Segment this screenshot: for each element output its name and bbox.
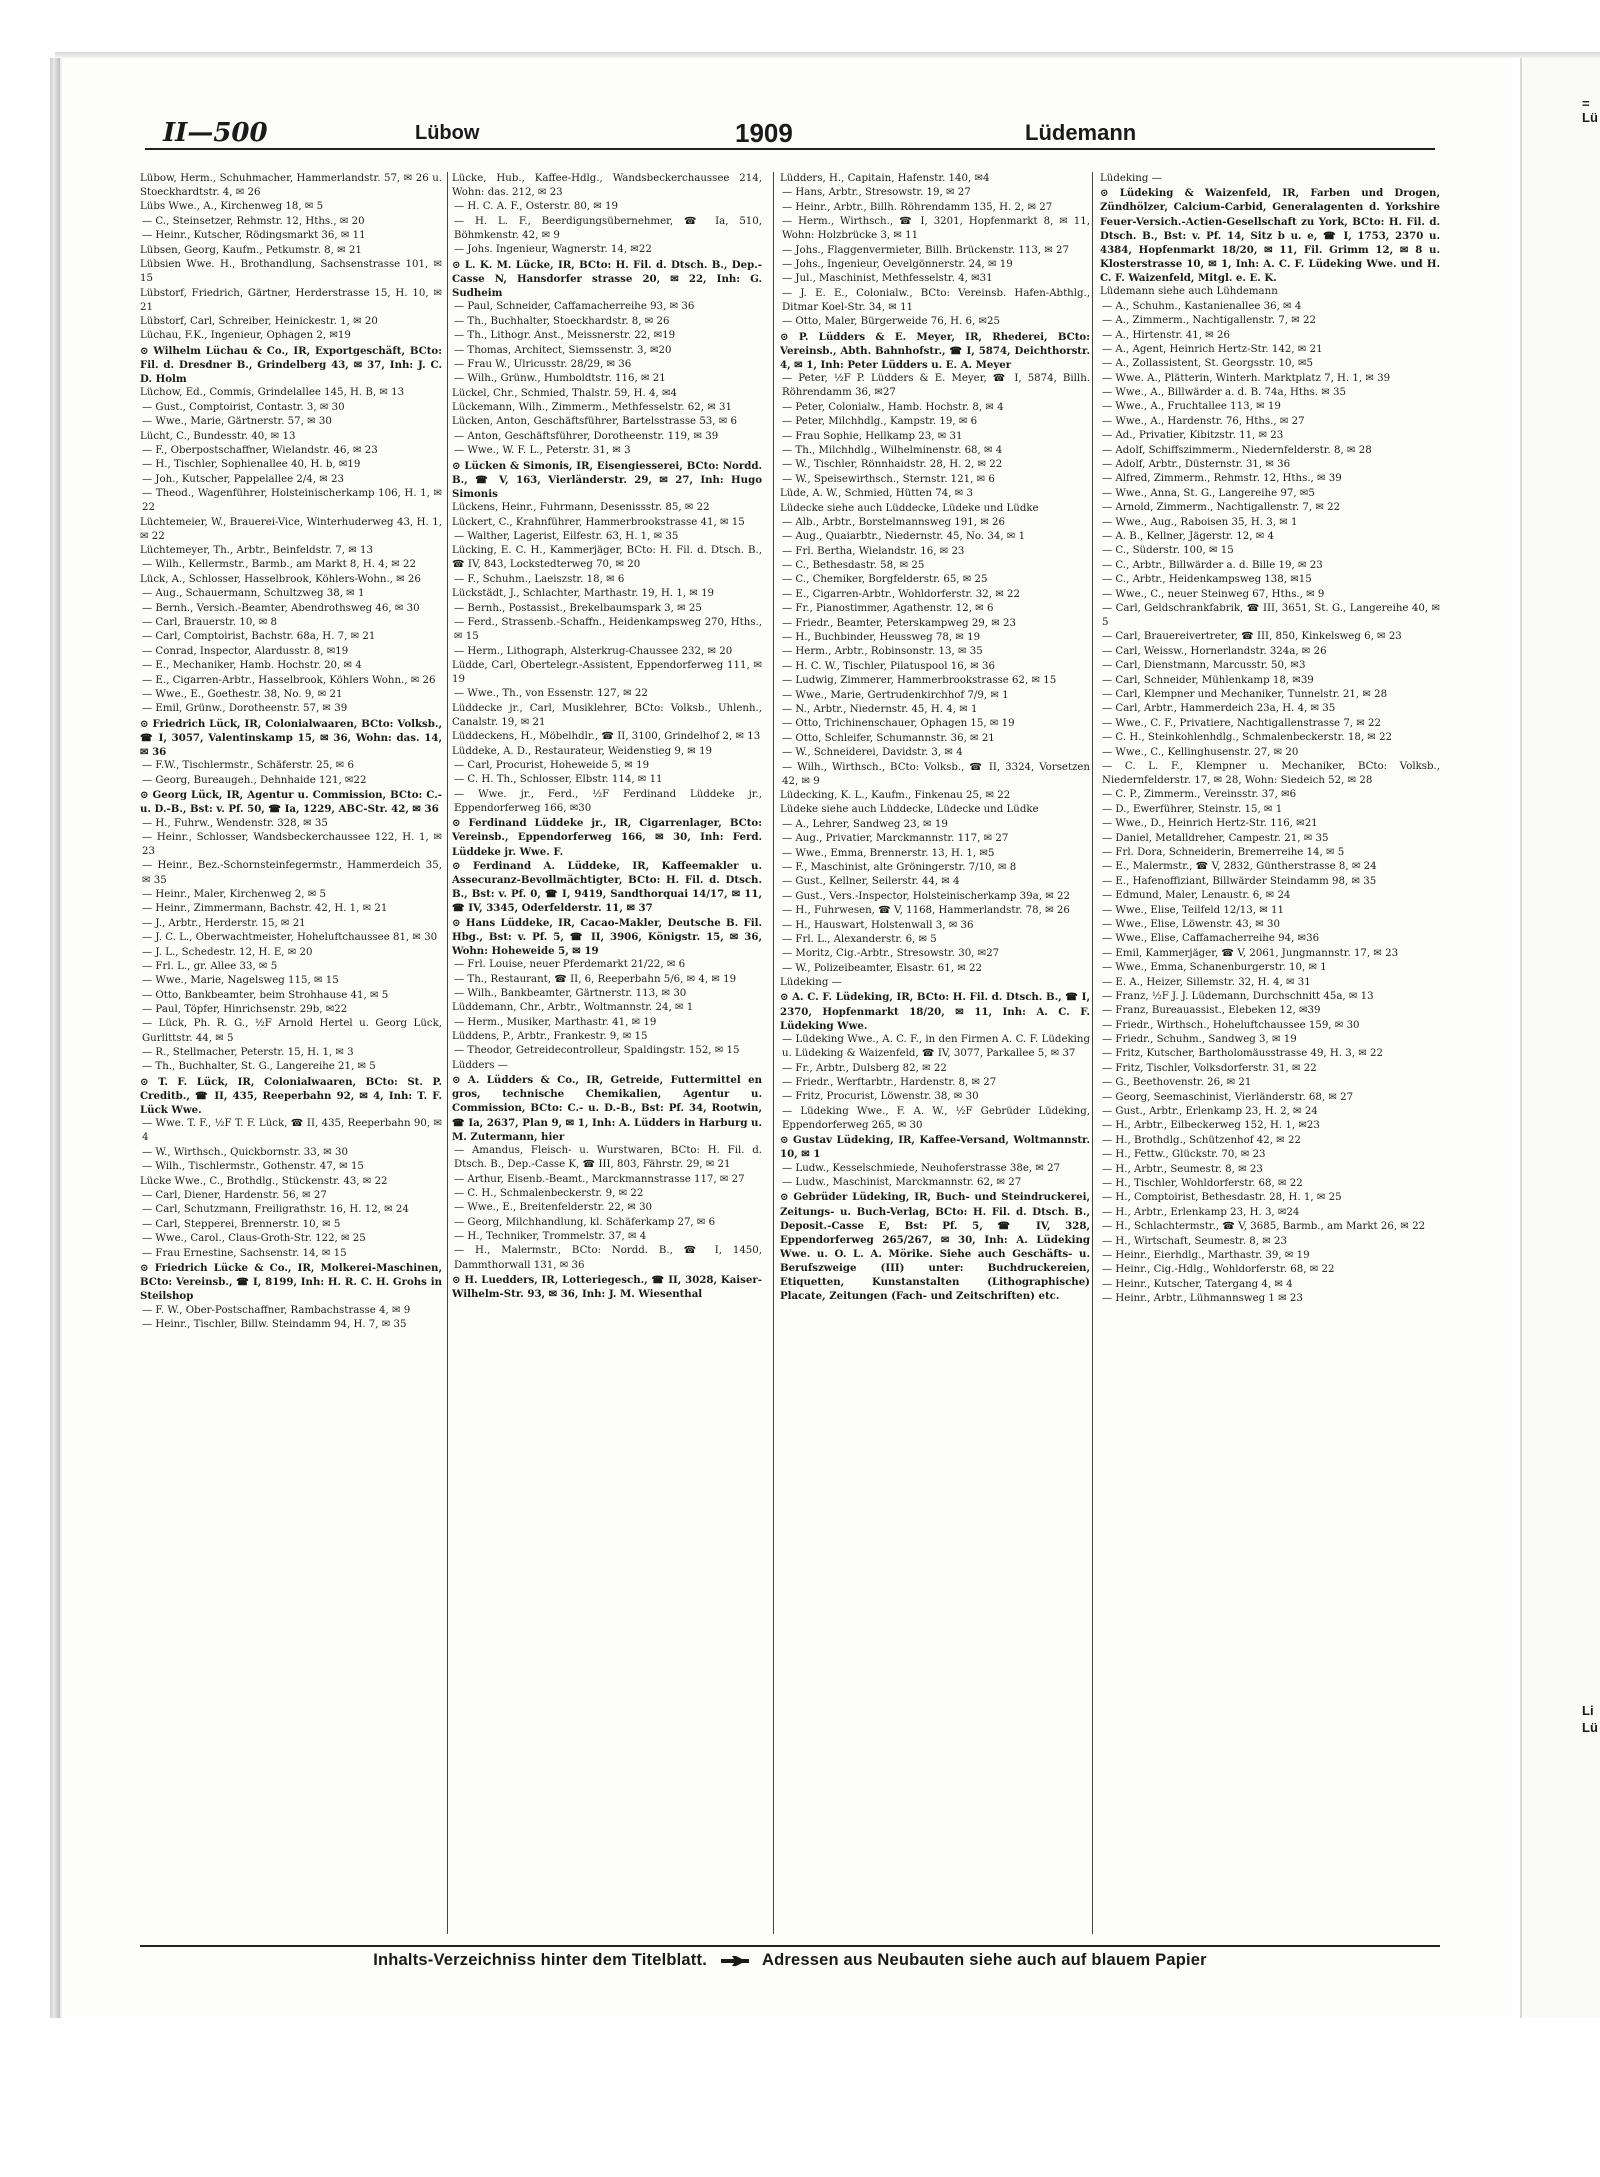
directory-entry: — E., Cigarren-Arbtr., Hasselbrook, Köhlers Wohn., ✉ 26 bbox=[142, 674, 436, 686]
directory-entry: — Peter, ½F P. Lüdders & E. Meyer, ☎ I, 5874, Billh. Röhrendamm 36, ✉27 bbox=[782, 373, 1090, 399]
directory-entry: — Carl, Brauerstr. 10, ✉ 8 bbox=[142, 617, 278, 629]
directory-entry: Lüdeking — bbox=[1100, 173, 1162, 184]
directory-entry: — Heinr., Arbtr., Billh. Röhrendamm 135, H. 2, ✉ 27 bbox=[782, 201, 1053, 213]
directory-entry: Lübs Wwe., A., Kirchenweg 18, ✉ 5 bbox=[140, 201, 324, 213]
directory-entry: — J. L., Schedestr. 12, H. E, ✉ 20 bbox=[142, 946, 313, 958]
directory-entry: — Arthur, Eisenb.-Beamt., Marckmannstrasse 117, ✉ 27 bbox=[454, 1173, 745, 1185]
directory-entry: — H. C. W., Tischler, Pilatuspool 16, ✉ 36 bbox=[782, 660, 995, 672]
directory-entry: — Franz, ½F J. J. Lüdemann, Durchschnitt 45a, ✉ 13 bbox=[1102, 990, 1374, 1002]
first-name-keyword: Lübow bbox=[415, 122, 480, 144]
directory-entry: — Carl, Weissw., Hornerlandstr. 324a, ✉ 26 bbox=[1102, 645, 1327, 657]
directory-entry: — H., Comptoirist, Bethesdastr. 28, H. 1, ✉ 25 bbox=[1102, 1192, 1342, 1204]
directory-entry: — Th., Restaurant, ☎ II, 6, Reeperbahn 5/6, ✉ 4, ✉ 19 bbox=[454, 973, 737, 985]
directory-entry: — Gust., Kellner, Seilerstr. 44, ✉ 4 bbox=[782, 876, 960, 888]
directory-column-4 bbox=[1100, 172, 1440, 1937]
directory-entry: — H., Arbtr., Erlenkamp 23, H. 3, ✉24 bbox=[1102, 1206, 1300, 1218]
directory-entry: — H. C. A. F., Osterstr. 80, ✉ 19 bbox=[454, 201, 619, 213]
directory-entry: — E., Malermstr., ☎ V, 2832, Güntherstrasse 8, ✉ 24 bbox=[1102, 861, 1377, 873]
directory-entry: — Frl. L., Alexanderstr. 6, ✉ 5 bbox=[782, 933, 937, 945]
directory-entry: — Herm., Musiker, Marthastr. 41, ✉ 19 bbox=[454, 1016, 657, 1028]
directory-entry: — Th., Lithogr. Anst., Meissnerstr. 22, ✉19 bbox=[454, 330, 676, 342]
directory-entry: — Herm., Lithograph, Alsterkrug-Chaussee 232, ✉ 20 bbox=[454, 645, 733, 657]
directory-entry: — Wwe., Emma, Schanenburgerstr. 10, ✉ 1 bbox=[1102, 962, 1327, 974]
directory-entry: — W., Schneiderei, Davidstr. 3, ✉ 4 bbox=[782, 747, 963, 759]
directory-entry: — Th., Buchhalter, Stoeckhardstr. 8, ✉ 26 bbox=[454, 315, 670, 327]
directory-entry: — Frau Sophie, Hellkamp 23, ✉ 31 bbox=[782, 430, 963, 442]
directory-entry: — H. L. F., Beerdigungsübernehmer, ☎ Ia, 510, Böhmkenstr. 42, ✉ 9 bbox=[454, 215, 762, 241]
directory-entry: — C., Chemiker, Borgfelderstr. 65, ✉ 25 bbox=[782, 574, 988, 586]
directory-entry: Lüdders, H., Capitain, Hafenstr. 140, ✉4 bbox=[780, 173, 990, 184]
directory-entry: ⊙ Gustav Lüdeking, IR, Kaffee-Versand, Woltmannstr. 10, ✉ 1 bbox=[780, 1134, 1090, 1161]
directory-entry: — Ferd., Strassenb.-Schaffn., Heidenkampsweg 270, Hths., ✉ 15 bbox=[454, 617, 762, 643]
directory-entry: — Wwe., Carol., Claus-Groth-Str. 122, ✉ 25 bbox=[142, 1233, 366, 1245]
directory-entry: ⊙ H. Luedders, IR, Lotteriegesch., ☎ II, 3028, Kaiser-Wilhelm-Str. 93, ✉ 36, Inh: J. M. Wiesenthal bbox=[452, 1273, 762, 1301]
directory-entry: Lübsien Wwe. H., Brothandlung, Sachsenstrasse 101, ✉ 15 bbox=[140, 259, 442, 285]
directory-entry: — Georg, Seemaschinist, Vierländerstr. 68, ✉ 27 bbox=[1102, 1091, 1354, 1103]
directory-entry: — Lück, Ph. R. G., ½F Arnold Hertel u. Georg Lück, Gurlittstr. 44, ✉ 5 bbox=[142, 1018, 442, 1044]
directory-entry: — Wwe., C. F., Privatiere, Nachtigallenstrasse 7, ✉ 22 bbox=[1102, 717, 1382, 729]
page-header bbox=[145, 118, 1435, 150]
directory-entry: — Th., Milchhdlg., Wilhelminenstr. 68, ✉ 4 bbox=[782, 444, 1003, 456]
directory-entry: — C., Arbtr., Billwärder a. d. Bille 19, ✉ 23 bbox=[1102, 559, 1323, 571]
directory-entry: — Heinr., Arbtr., Lühmannsweg 1 ✉ 23 bbox=[1102, 1293, 1303, 1305]
directory-entry: — Carl, Schneider, Mühlenkamp 18, ✉39 bbox=[1102, 674, 1314, 686]
scan-binding-edge bbox=[50, 58, 60, 2018]
directory-entry: Lüchow, Ed., Commis, Grindelallee 145, H. B, ✉ 13 bbox=[140, 387, 405, 399]
directory-entry: — Johs., Flaggenvermieter, Billh. Brückenstr. 113, ✉ 27 bbox=[782, 244, 1070, 256]
directory-entry: — E., Mechaniker, Hamb. Hochstr. 20, ✉ 4 bbox=[142, 660, 362, 672]
directory-entry: — Wwe., Elise, Caffamacherreihe 94, ✉36 bbox=[1102, 933, 1320, 945]
directory-entry: — Wilh., Grünw., Humboldtstr. 116, ✉ 21 bbox=[454, 373, 666, 385]
directory-entry: — Wwe., Th., von Essenstr. 127, ✉ 22 bbox=[454, 688, 648, 700]
directory-entry: Lüdeke siehe auch Lüddecke, Lüdecke und Lüdke bbox=[780, 804, 1039, 816]
directory-entry: Lück, A., Schlosser, Hasselbrook, Köhlers-Wohn., ✉ 26 bbox=[140, 573, 421, 585]
adjacent-page-fragment: = bbox=[1582, 96, 1590, 111]
directory-entry: ⊙ Ferdinand Lüddeke jr., IR, Cigarrenlager, BCto: Vereinsb., Eppendorferweg 166, ✉ 30, Inh: Ferd. Lüddeke jr. Wwe. F. bbox=[452, 817, 762, 858]
adjacent-page-fragment: Li bbox=[1582, 1703, 1594, 1718]
directory-entry: — Daniel, Metalldreher, Campestr. 21, ✉ 35 bbox=[1102, 832, 1329, 844]
directory-entry: — Carl, Schutzmann, Freiligrathstr. 16, H. 12, ✉ 24 bbox=[142, 1204, 409, 1216]
directory-entry: ⊙ A. C. F. Lüdeking, IR, BCto: H. Fil. d. Dtsch. B., ☎ I, 2370, Hopfenmarkt 18/20, ✉ 11, Inh: A. C. F. Lüdeking Wwe. bbox=[780, 991, 1090, 1032]
directory-entry: — H., Arbtr., Eilbeckerweg 152, H. 1, ✉23 bbox=[1102, 1120, 1320, 1132]
directory-entry: Lüddeckens, H., Möbelhdlr., ☎ II, 3100, Grindelhof 2, ✉ 13 bbox=[452, 731, 761, 743]
directory-entry: — H., Buchbinder, Heussweg 78, ✉ 19 bbox=[782, 632, 981, 644]
directory-entry: Lückert, C., Krahnführer, Hammerbrookstrasse 41, ✉ 15 bbox=[452, 516, 745, 528]
directory-entry: — Fr., Arbtr., Dulsberg 82, ✉ 22 bbox=[782, 1062, 947, 1074]
directory-entry: — Friedr., Wirthsch., Hoheluftchaussee 159, ✉ 30 bbox=[1102, 1019, 1360, 1031]
directory-entry: — Bernh., Postassist., Brekelbaumspark 3, ✉ 25 bbox=[454, 602, 702, 614]
directory-entry: — G., Beethovenstr. 26, ✉ 21 bbox=[1102, 1077, 1252, 1089]
directory-entry: Lüddecke jr., Carl, Musiklehrer, BCto: Volksb., Uhlenh., Canalstr. 19, ✉ 21 bbox=[452, 702, 762, 728]
directory-entry: — Peter, Colonialw., Hamb. Hochstr. 8, ✉ 4 bbox=[782, 401, 1004, 413]
directory-entry: — C., Steinsetzer, Rehmstr. 12, Hths., ✉ 20 bbox=[142, 215, 365, 227]
directory-entry: Lüdde, Carl, Obertelegr.-Assistent, Eppendorferweg 111, ✉ 19 bbox=[452, 659, 762, 685]
directory-entry: — Lüdeking Wwe., F. A. W., ½F Gebrüder Lüdeking, Eppendorferweg 265, ✉ 30 bbox=[782, 1105, 1090, 1131]
directory-entry: — Wwe. jr., Ferd., ½F Ferdinand Lüddeke jr., Eppendorferweg 166, ✉30 bbox=[454, 788, 762, 814]
directory-entry: — C., Arbtr., Heidenkampsweg 138, ✉15 bbox=[1102, 574, 1312, 586]
directory-entry: — H., Hauswart, Holstenwall 3, ✉ 36 bbox=[782, 919, 974, 931]
directory-entry: — N., Arbtr., Niedernstr. 45, H. 4, ✉ 1 bbox=[782, 703, 978, 715]
directory-entry: — Georg, Bureaugeh., Dehnhaide 121, ✉22 bbox=[142, 774, 367, 786]
directory-entry: Lücking, E. C. H., Kammerjäger, BCto: H. Fil. d. Dtsch. B., ☎ IV, 843, Lockstedterweg 70, ✉ 20 bbox=[452, 545, 762, 571]
directory-entry: Lücken, Anton, Geschäftsführer, Bartelsstrasse 53, ✉ 6 bbox=[452, 416, 738, 428]
directory-entry: — Heinr., Eierhdlg., Marthastr. 39, ✉ 19 bbox=[1102, 1249, 1310, 1261]
directory-entry: — Wwe., A., Hardenstr. 76, Hths., ✉ 27 bbox=[1102, 415, 1305, 427]
directory-entry: — C. H. Th., Schlosser, Elbstr. 114, ✉ 11 bbox=[454, 774, 663, 786]
directory-entry: — Friedr., Beamter, Peterskampweg 29, ✉ 23 bbox=[782, 617, 1016, 629]
directory-entry: — Otto, Trichinenschauer, Ophagen 15, ✉ 19 bbox=[782, 718, 1015, 730]
directory-entry: — Wwe., A., Billwärder a. d. B. 74a, Hths. ✉ 35 bbox=[1102, 387, 1347, 399]
directory-entry: — F., Maschinist, alte Gröningerstr. 7/10, ✉ 8 bbox=[782, 861, 1017, 873]
directory-entry: — J. E. E., Colonialw., BCto: Vereinsb. Hafen-Abthlg., Ditmar Koel-Str. 34, ✉ 11 bbox=[782, 287, 1090, 313]
directory-entry: — Carl, Klempner und Mechaniker, Tunnelstr. 21, ✉ 28 bbox=[1102, 688, 1388, 700]
directory-entry: — Wilh., Bankbeamter, Gärtnerstr. 113, ✉ 30 bbox=[454, 987, 687, 999]
directory-entry: — W., Wirthsch., Quickbornstr. 33, ✉ 30 bbox=[142, 1146, 348, 1158]
directory-entry: Lübsen, Georg, Kaufm., Petkumstr. 8, ✉ 21 bbox=[140, 244, 362, 256]
directory-entry: — Wwe., W. F. L., Peterstr. 31, ✉ 3 bbox=[454, 445, 631, 457]
directory-entry: — C., Süderstr. 100, ✉ 15 bbox=[1102, 545, 1234, 557]
directory-entry: ⊙ T. F. Lück, IR, Colonialwaaren, BCto: St. P. Creditb., ☎ II, 435, Reeperbahn 92, ✉ 4, Inh: T. F. Lück Wwe. bbox=[140, 1075, 442, 1116]
directory-entry: — Gust., Vers.-Inspector, Holsteinischerkamp 39a, ✉ 22 bbox=[782, 890, 1070, 902]
directory-entry: — Johs., Ingenieur, Oevelgönnerstr. 24, ✉ 19 bbox=[782, 259, 1013, 271]
directory-entry: — Wilh., Wirthsch., BCto: Volksb., ☎ II, 3324, Vorsetzen 42, ✉ 9 bbox=[782, 761, 1090, 787]
directory-entry: — Carl, Arbtr., Hammerdeich 23a, H. 4, ✉ 35 bbox=[1102, 703, 1336, 715]
directory-entry: — Wwe., Elise, Teilfeld 12/13, ✉ 11 bbox=[1102, 904, 1284, 916]
directory-entry: — Joh., Kutscher, Pappelallee 2/4, ✉ 23 bbox=[142, 473, 345, 485]
directory-entry: — Georg, Milchhandlung, kl. Schäferkamp 27, ✉ 6 bbox=[454, 1216, 716, 1228]
directory-entry: Lüdeking — bbox=[780, 977, 842, 989]
directory-entry: — Jul., Maschinist, Methfesselstr. 4, ✉31 bbox=[782, 273, 993, 285]
directory-entry: — Heinr., Maler, Kirchenweg 2, ✉ 5 bbox=[142, 888, 326, 900]
last-name-keyword: Lüdemann bbox=[1025, 120, 1137, 145]
directory-entry: Lübow, Herm., Schuhmacher, Hammerlandstr. 57, ✉ 26 u. Stoeckhardtstr. 4, ✉ 26 bbox=[140, 173, 442, 199]
directory-entry: — Carl, Brauereivertreter, ☎ III, 850, Kinkelsweg 6, ✉ 23 bbox=[1102, 631, 1402, 643]
directory-entry: — H., Arbtr., Seumestr. 8, ✉ 23 bbox=[1102, 1163, 1263, 1175]
directory-entry: — H., Fettw., Glückstr. 70, ✉ 23 bbox=[1102, 1149, 1266, 1161]
directory-entry: — Gust., Arbtr., Erlenkamp 23, H. 2, ✉ 24 bbox=[1102, 1106, 1318, 1118]
directory-entry: — Heinr., Cig.-Hdlg., Wohldorferstr. 68, ✉ 22 bbox=[1102, 1264, 1335, 1276]
directory-entry: — Frl. Bertha, Wielandstr. 16, ✉ 23 bbox=[782, 545, 965, 557]
directory-entry: — Thomas, Architect, Siemssenstr. 3, ✉20 bbox=[454, 344, 672, 356]
directory-entry: Lüdders — bbox=[452, 1059, 508, 1071]
directory-entry: — Heinr., Bez.-Schornsteinfegermstr., Hammerdeich 35, ✉ 35 bbox=[142, 860, 442, 886]
directory-entry: ⊙ Friedrich Lücke & Co., IR, Molkerei-Maschinen, BCto: Vereinsb., ☎ I, 8199, Inh: H. R. C. H. Grohs in Steilshop bbox=[140, 1261, 442, 1303]
directory-entry: ⊙ Georg Lück, IR, Agentur u. Commission, BCto: C.- u. D.-B., Bst: v. Pf. 50, ☎ Ia, 1229, ABC-Str. 42, ✉ 36 bbox=[140, 789, 442, 816]
directory-entry: — C. L. F., Klempner u. Mechaniker, BCto: Volksb., Niedernfelderstr. 17, ✉ 28, Wohn: Siedeich 52, ✉ 28 bbox=[1102, 760, 1440, 787]
directory-entry: ⊙ Ferdinand A. Lüddeke, IR, Kaffeemakler u. Assecuranz-Bevollmächtigter, BCto: H. Fil. d. Dtsch. B., Bst: v. Pf. 0, ☎ I, 9419, Sandthorquai 14/17, ✉ 11, ☎ IV, 3345, Oderfelderstr. 11, ✉ 37 bbox=[452, 859, 762, 915]
directory-entry: Lüdecking, K. L., Kaufm., Finkenau 25, ✉ 22 bbox=[780, 790, 1011, 802]
directory-entry: — C. P., Zimmerm., Vereinsstr. 37, ✉6 bbox=[1102, 789, 1297, 801]
directory-entry: — Arnold, Zimmerm., Nachtigallenstr. 7, ✉ 22 bbox=[1102, 502, 1341, 514]
directory-column-1 bbox=[140, 172, 442, 1937]
directory-entry: — Wwe., C., Kellinghusenstr. 27, ✉ 20 bbox=[1102, 746, 1299, 758]
directory-entry: — H., Brothdlg., Schützenhof 42, ✉ 22 bbox=[1102, 1134, 1301, 1146]
directory-entry: — Aug., Privatier, Marckmannstr. 117, ✉ 27 bbox=[782, 833, 1009, 845]
directory-entry: — E. A., Heizer, Sillemstr. 32, H. 4, ✉ 31 bbox=[1102, 976, 1311, 988]
directory-entry: ⊙ Lücken & Simonis, IR, Eisengiesserei, BCto: Nordd. B., ☎ V, 163, Vierländerstr. 29, ✉ 27, Inh: Hugo Simonis bbox=[452, 459, 762, 500]
directory-entry: — Wilh., Kellermstr., Barmb., am Markt 8, H. 4, ✉ 22 bbox=[142, 559, 416, 571]
pointing-hand-icon bbox=[720, 1951, 750, 1970]
directory-entry: Lüchtemeyer, Th., Arbtr., Beinfeldstr. 7, ✉ 13 bbox=[140, 545, 373, 557]
directory-entry: — Carl, Dienstmann, Marcusstr. 50, ✉3 bbox=[1102, 660, 1306, 672]
adjacent-page-fragment: Lü bbox=[1582, 1720, 1598, 1735]
directory-entry: — C. H., Schmalenbeckerstr. 9, ✉ 22 bbox=[454, 1187, 644, 1199]
directory-entry: — Carl, Comptoirist, Bachstr. 68a, H. 7, ✉ 21 bbox=[142, 631, 376, 643]
directory-entry: — Friedr., Schuhm., Sandweg 3, ✉ 19 bbox=[1102, 1034, 1297, 1046]
directory-entry: — Herm., Wirthsch., ☎ I, 3201, Hopfenmarkt 8, ✉ 11, Wohn: Holzbrücke 3, ✉ 11 bbox=[782, 216, 1090, 242]
directory-entry: — Wwe., A., Fruchtallee 113, ✉ 19 bbox=[1102, 401, 1281, 413]
directory-entry: — Emil, Grünw., Dorotheenstr. 57, ✉ 39 bbox=[142, 703, 348, 715]
directory-entry: — Otto, Schleifer, Schumannstr. 36, ✉ 21 bbox=[782, 732, 995, 744]
page-footer bbox=[140, 1945, 1440, 1977]
directory-entry: — Lüdeking Wwe., A. C. F., in den Firmen A. C. F. Lüdeking u. Lüdeking & Waizenfeld, ☎ IV, 3077, Parkallee 5, ✉ 37 bbox=[782, 1034, 1090, 1060]
directory-entry: — Aug., Quaiarbtr., Niedernstr. 45, No. 34, ✉ 1 bbox=[782, 531, 1026, 543]
directory-entry: — C., Bethesdastr. 58, ✉ 25 bbox=[782, 560, 925, 572]
directory-entry: — Wwe., D., Heinrich Hertz-Str. 116, ✉21 bbox=[1102, 818, 1318, 830]
directory-entry: — Anton, Geschäftsführer, Dorotheenstr. 119, ✉ 39 bbox=[454, 430, 719, 442]
directory-entry: — Wwe., Marie, Nagelsweg 115, ✉ 15 bbox=[142, 975, 339, 987]
directory-entry: — Heinr., Zimmermann, Bachstr. 42, H. 1, ✉ 21 bbox=[142, 903, 388, 915]
directory-entry: — W., Polizeibeamter, Elsastr. 61, ✉ 22 bbox=[782, 962, 982, 974]
directory-entry: ⊙ Friedrich Lück, IR, Colonialwaaren, BCto: Volksb., ☎ I, 3057, Valentinskamp 15, ✉ 36, Wohn: das. 14, ✉ 36 bbox=[140, 717, 442, 758]
directory-entry: — H., Techniker, Trommelstr. 37, ✉ 4 bbox=[454, 1231, 647, 1243]
directory-entry: — Carl, Stepperei, Brennerstr. 10, ✉ 5 bbox=[142, 1218, 341, 1230]
directory-entry: Lückstädt, J., Schlachter, Marthastr. 19, H. 1, ✉ 19 bbox=[452, 588, 715, 600]
directory-entry: — Adolf, Arbtr., Düsternstr. 31, ✉ 36 bbox=[1102, 459, 1291, 471]
directory-entry: — E., Hafenoffiziant, Billwärder Steindamm 98, ✉ 35 bbox=[1102, 875, 1377, 887]
directory-entry: — Moritz, Cig.-Arbtr., Stresowstr. 30, ✉27 bbox=[782, 948, 1000, 960]
directory-entry: — Johs. Ingenieur, Wagnerstr. 14, ✉22 bbox=[454, 244, 652, 256]
directory-entry: — Fritz, Tischler, Volksdorferstr. 31, ✉ 22 bbox=[1102, 1062, 1317, 1074]
directory-entry: — Heinr., Tischler, Billw. Steindamm 94, H. 7, ✉ 35 bbox=[142, 1318, 407, 1330]
directory-entry: ⊙ Gebrüder Lüdeking, IR, Buch- und Steindruckerei, Zeitungs- u. Buch-Verlag, BCto: H. Fil. d. Dtsch. B., Deposit.-Casse E, Bst: Pf. 5, ☎ IV, 328, Eppendorferweg 265/267, ✉ 30, Inh: A. Lüdeking Wwe. u. O. L. A. Mörike. Siehe auch Geschäfts- u. Berufszweige (III) unter: Buchdruckereien, Etiquetten, Kunstanstalten (Lithographische) Placate, Zeitungen (Fach- und Zeitschriften) etc. bbox=[780, 1191, 1090, 1303]
directory-entry: — H., Malermstr., BCto: Nordd. B., ☎ I, 1450, Dammthorwall 131, ✉ 36 bbox=[454, 1245, 762, 1271]
directory-entry: ⊙ Wilhelm Lüchau & Co., IR, Exportgeschäft, BCto: Fil. d. Dresdner B., Grindelberg 43, ✉ 37, Inh: J. C. D. Holm bbox=[140, 344, 442, 385]
directory-entry: — Wwe., Emma, Brennerstr. 13, H. 1, ✉5 bbox=[782, 847, 995, 859]
directory-columns bbox=[140, 172, 1440, 1937]
directory-entry: — H., Wirtschaft, Seumestr. 8, ✉ 23 bbox=[1102, 1235, 1287, 1247]
directory-entry: — Frau Ernestine, Sachsenstr. 14, ✉ 15 bbox=[142, 1247, 347, 1259]
directory-entry: — Fritz, Kutscher, Bartholomäusstrasse 49, H. 3, ✉ 22 bbox=[1102, 1048, 1383, 1060]
directory-entry: — A. B., Kellner, Jägerstr. 12, ✉ 4 bbox=[1102, 530, 1274, 542]
directory-entry: — A., Zimmerm., Nachtigallenstr. 7, ✉ 22 bbox=[1102, 315, 1316, 327]
directory-entry: — F. W., Ober-Postschaffner, Rambachstrasse 4, ✉ 9 bbox=[142, 1304, 411, 1316]
directory-entry: — Aug., Schauermann, Schultzweg 38, ✉ 1 bbox=[142, 588, 365, 600]
directory-entry: — Frl. Louise, neuer Pferdemarkt 21/22, ✉ 6 bbox=[454, 959, 686, 971]
directory-entry: — Alb., Arbtr., Borstelmannsweg 191, ✉ 26 bbox=[782, 516, 1005, 528]
directory-entry: — J., Arbtr., Herderstr. 15, ✉ 21 bbox=[142, 917, 306, 929]
directory-entry: — H., Tischler, Wohldorferstr. 68, ✉ 22 bbox=[1102, 1177, 1303, 1189]
directory-entry: — F., Oberpostschaffner, Wielandstr. 46, ✉ 23 bbox=[142, 444, 378, 456]
directory-entry: — H., Fuhrwesen, ☎ V, 1168, Hammerlandstr. 78, ✉ 26 bbox=[782, 905, 1070, 917]
directory-entry: — Herm., Arbtr., Robinsonstr. 13, ✉ 35 bbox=[782, 646, 983, 658]
directory-entry: ⊙ A. Lüdders & Co., IR, Getreide, Futtermittel en gros, technische Chemikalien, Agentur u. Commission, BCto: C.- u. D.-B., Bst: Pf. 34, Rootwin, ☎ Ia, 2637, Plan 9, ✉ 1, Inh: A. Lüdders in Harburg u. M. Zutermann, hier bbox=[452, 1074, 762, 1143]
directory-entry: — Frl. L., gr. Allee 33, ✉ 5 bbox=[142, 960, 278, 972]
directory-entry: — F., Schuhm., Laeiszstr. 18, ✉ 6 bbox=[454, 573, 625, 585]
directory-entry: — Ludw., Kesselschmiede, Neuhoferstrasse 38e, ✉ 27 bbox=[782, 1162, 1061, 1174]
directory-entry: — Wwe. A., Plätterin, Winterh. Marktplatz 7, H. 1, ✉ 39 bbox=[1102, 372, 1391, 384]
directory-entry: — Walther, Lagerist, Eilfestr. 63, H. 1, ✉ 35 bbox=[454, 530, 679, 542]
directory-entry: — Ludw., Maschinist, Marckmannstr. 62, ✉ 27 bbox=[782, 1177, 1022, 1189]
directory-entry: — W., Tischler, Rönnhaidstr. 28, H. 2, ✉ 22 bbox=[782, 459, 1003, 471]
directory-entry: Lüchtemeier, W., Brauerei-Vice, Winterhuderweg 43, H. 1, ✉ 22 bbox=[140, 516, 442, 542]
directory-entry: — Theod., Wagenführer, Holsteinischerkamp 106, H. 1, ✉ 22 bbox=[142, 488, 442, 514]
directory-entry: — Fr., Pianostimmer, Agathenstr. 12, ✉ 6 bbox=[782, 603, 994, 615]
directory-entry: ⊙ Lüdeking & Waizenfeld, IR, Farben und Drogen, Zündhölzer, Calcium-Carbid, Generalagenten d. Yorkshire Feuer-Versich.-Actien-Gesellschaft zu York, BCto: H. Fil. d. Dtsch. B., Bst: v. Pf. 14, Sitz b u. e, ☎ I, 1753, 2370 u. 4384, Hopfenmarkt 18/20, ✉ 11, Fil. Grimm 12, ✉ 8 u. Klosterstrasse 10, ✉ 1, Inh: A. C. F. Lüdeking Wwe. und H. C. F. Waizenfeld, Mitgl. e. E. K. bbox=[1100, 187, 1440, 284]
adjacent-page-fragment: Lü bbox=[1582, 110, 1598, 125]
directory-entry: — Heinr., Kutscher, Tatergang 4, ✉ 4 bbox=[1102, 1278, 1293, 1290]
directory-entry: Lückel, Chr., Schmied, Thalstr. 59, H. 4, ✉4 bbox=[452, 387, 677, 399]
directory-entry: Lüdecke siehe auch Lüddecke, Lüdeke und Lüdke bbox=[780, 502, 1039, 514]
directory-entry: — Heinr., Kutscher, Rödingsmarkt 36, ✉ 11 bbox=[142, 230, 366, 242]
directory-entry: — Wilh., Tischlermstr., Gothenstr. 47, ✉ 15 bbox=[142, 1161, 364, 1173]
directory-entry: — Wwe., Elise, Löwenstr. 43, ✉ 30 bbox=[1102, 918, 1280, 930]
directory-entry: — Friedr., Werftarbtr., Hardenstr. 8, ✉ 27 bbox=[782, 1076, 997, 1088]
directory-entry: Lübstorf, Carl, Schreiber, Heinickestr. 1, ✉ 20 bbox=[140, 316, 378, 328]
directory-entry: — Wwe., E., Breitenfelderstr. 22, ✉ 30 bbox=[454, 1202, 653, 1214]
directory-entry: — Gust., Comptoirist, Contastr. 3, ✉ 30 bbox=[142, 401, 345, 413]
directory-entry: — Otto, Maler, Bürgerweide 76, H. 6, ✉25 bbox=[782, 316, 1000, 328]
directory-entry: — Fritz, Procurist, Löwenstr. 38, ✉ 30 bbox=[782, 1091, 979, 1103]
directory-entry: — Peter, Milchhdlg., Kampstr. 19, ✉ 6 bbox=[782, 416, 978, 428]
directory-entry: ⊙ L. K. M. Lücke, IR, BCto: H. Fil. d. Dtsch. B., Dep.-Casse N, Hansdorfer strasse 20, ✉ 22, Inh: G. Sudheim bbox=[452, 258, 762, 299]
directory-entry: — Otto, Bankbeamter, beim Strohhause 41, ✉ 5 bbox=[142, 989, 389, 1001]
directory-entry: — A., Zollassistent, St. Georgsstr. 10, ✉5 bbox=[1102, 358, 1313, 370]
directory-entry: — E., Cigarren-Arbtr., Wohldorferstr. 32, ✉ 22 bbox=[782, 588, 1020, 600]
footer-new-buildings-note: Adressen aus Neubauten siehe auch auf blauem Papier bbox=[761, 1951, 1207, 1969]
directory-entry: — Heinr., Schlosser, Wandsbeckerchaussee 122, H. 1, ✉ 23 bbox=[142, 832, 442, 858]
directory-entry: — Ad., Privatier, Kibitzstr. 11, ✉ 23 bbox=[1102, 430, 1284, 442]
directory-entry: — H., Tischler, Sophienallee 40, H. b, ✉19 bbox=[142, 459, 361, 471]
directory-entry: — Wwe., Aug., Raboisen 35, H. 3, ✉ 1 bbox=[1102, 516, 1298, 528]
directory-entry: Lückemann, Wilh., Zimmerm., Methfesselstr. 62, ✉ 31 bbox=[452, 402, 732, 414]
directory-entry: Lückens, Heinr., Fuhrmann, Desenissstr. 85, ✉ 22 bbox=[452, 502, 710, 514]
directory-entry: — H., Fuhrw., Wendenstr. 328, ✉ 35 bbox=[142, 817, 328, 829]
directory-entry: — A., Agent, Heinrich Hertz-Str. 142, ✉ 21 bbox=[1102, 343, 1323, 355]
directory-entry: — R., Stellmacher, Peterstr. 15, H. 1, ✉ 3 bbox=[142, 1046, 354, 1058]
directory-entry: — Alfred, Zimmerm., Rehmstr. 12, Hths., ✉ 39 bbox=[1102, 473, 1342, 485]
directory-year: 1909 bbox=[735, 118, 793, 148]
directory-entry: Lüde, A. W., Schmied, Hütten 74, ✉ 3 bbox=[780, 488, 973, 500]
directory-entry: ⊙ P. Lüdders & E. Meyer, IR, Rhederei, BCto: Vereinsb., Abth. Bahnhofstr., ☎ I, 5874, Deichthorstr. 4, ✉ 1, Inh: Peter Lüdders u. E. A. Meyer bbox=[780, 330, 1090, 371]
directory-entry: — Theodor, Getreidecontrolleur, Spaldingstr. 152, ✉ 15 bbox=[454, 1045, 740, 1057]
directory-entry: — Frl. Dora, Schneiderin, Bremerreihe 14, ✉ 5 bbox=[1102, 846, 1345, 858]
directory-entry: ⊙ Hans Lüddeke, IR, Cacao-Makler, Deutsche B. Fil. Hbg., Bst: v. Pf. 5, ☎ II, 3906, Königstr. 15, ✉ 36, Wohn: Hoheweide 5, ✉ 19 bbox=[452, 916, 762, 957]
directory-entry: Lücht, C., Bundesstr. 40, ✉ 13 bbox=[140, 430, 296, 442]
directory-entry: — Wwe. T. F., ½F T. F. Lück, ☎ II, 435, Reeperbahn 90, ✉ 4 bbox=[142, 1118, 442, 1144]
directory-entry: Lüddemann, Chr., Arbtr., Woltmannstr. 24, ✉ 1 bbox=[452, 1002, 694, 1014]
directory-entry: — Wwe., Anna, St. G., Langereihe 97, ✉5 bbox=[1102, 487, 1315, 499]
directory-entry: — A., Schuhm., Kastanienallee 36, ✉ 4 bbox=[1102, 300, 1302, 312]
adjacent-page-edge bbox=[1520, 58, 1600, 2018]
directory-entry: — Th., Buchhalter, St. G., Langereihe 21, ✉ 5 bbox=[142, 1061, 376, 1073]
directory-entry: — Paul, Schneider, Caffamacherreihe 93, ✉ 36 bbox=[454, 301, 695, 313]
directory-entry: — J. C. L., Oberwachtmeister, Hoheluftchaussee 81, ✉ 30 bbox=[142, 932, 438, 944]
directory-entry: — Franz, Bureauassist., Elebeken 12, ✉39 bbox=[1102, 1005, 1321, 1017]
directory-entry: — Carl, Diener, Hardenstr. 56, ✉ 27 bbox=[142, 1189, 327, 1201]
directory-column-3 bbox=[780, 172, 1090, 1937]
footer-index-note: Inhalts-Verzeichniss hinter dem Titelblatt. bbox=[373, 1951, 707, 1969]
directory-entry: Lücke Wwe., C., Brothdlg., Stückenstr. 43, ✉ 22 bbox=[140, 1175, 388, 1187]
directory-entry: — A., Hirtenstr. 41, ✉ 26 bbox=[1102, 329, 1230, 341]
directory-entry: — H., Schlachtermstr., ☎ V, 3685, Barmb., am Markt 26, ✉ 22 bbox=[1102, 1221, 1426, 1233]
directory-entry: — C. H., Steinkohlenhdlg., Schmalenbeckerstr. 18, ✉ 22 bbox=[1102, 732, 1393, 744]
directory-entry: Lücke, Hub., Kaffee-Hdlg., Wandsbeckerchaussee 214, Wohn: das. 212, ✉ 23 bbox=[452, 173, 762, 199]
directory-entry: — Wwe., Marie, Gärtnerstr. 57, ✉ 30 bbox=[142, 416, 332, 428]
directory-entry: — Edmund, Maler, Lenaustr. 6, ✉ 24 bbox=[1102, 890, 1291, 902]
directory-entry: Lübstorf, Friedrich, Gärtner, Herderstrasse 15, H. 10, ✉ 21 bbox=[140, 287, 442, 313]
directory-entry: — D., Ewerführer, Steinstr. 15, ✉ 1 bbox=[1102, 803, 1283, 815]
directory-entry: — Amandus, Fleisch- u. Wurstwaren, BCto: H. Fil. d. Dtsch. B., Dep.-Casse K, ☎ III, 803, Fährstr. 29, ✉ 21 bbox=[454, 1145, 762, 1171]
directory-entry: — W., Speisewirthsch., Sternstr. 121, ✉ 6 bbox=[782, 473, 995, 485]
directory-entry: — Emil, Kammerjäger, ☎ V, 2061, Jungmannstr. 17, ✉ 23 bbox=[1102, 947, 1399, 959]
directory-entry: — Wwe., C., neuer Steinweg 67, Hths., ✉ 9 bbox=[1102, 588, 1325, 600]
directory-entry: Lüchau, F.K., Ingenieur, Ophagen 2, ✉19 bbox=[140, 330, 351, 342]
directory-entry: — Adolf, Schiffszimmerm., Niedernfelderstr. 8, ✉ 28 bbox=[1102, 444, 1372, 456]
directory-entry: — Conrad, Inspector, Alardusstr. 8, ✉19 bbox=[142, 645, 349, 657]
directory-entry: — Frau W., Ulricusstr. 28/29, ✉ 36 bbox=[454, 358, 632, 370]
directory-entry: Lüddeke, A. D., Restaurateur, Weidenstieg 9, ✉ 19 bbox=[452, 745, 713, 757]
directory-entry: — Hans, Arbtr., Stresowstr. 19, ✉ 27 bbox=[782, 187, 971, 199]
directory-entry: Lüddens, P., Arbtr., Frankestr. 9, ✉ 15 bbox=[452, 1031, 648, 1043]
directory-column-2 bbox=[452, 172, 762, 1937]
directory-entry: — Bernh., Versich.-Beamter, Abendrothsweg 46, ✉ 30 bbox=[142, 602, 420, 614]
directory-entry: — Wwe., Marie, Gertrudenkirchhof 7/9, ✉ 1 bbox=[782, 689, 1009, 701]
page-number: II—500 bbox=[163, 118, 268, 148]
directory-entry: — A., Lehrer, Sandweg 23, ✉ 19 bbox=[782, 818, 948, 830]
directory-entry: — Carl, Geldschrankfabrik, ☎ III, 3651, St. G., Langereihe 40, ✉ 5 bbox=[1102, 602, 1440, 629]
directory-entry: — Paul, Töpfer, Hinrichsenstr. 29b, ✉22 bbox=[142, 1004, 348, 1016]
directory-entry: — F.W., Tischlermstr., Schäferstr. 25, ✉ 6 bbox=[142, 760, 354, 772]
directory-entry: Lüdemann siehe auch Lühdemann bbox=[1100, 286, 1278, 298]
directory-entry: — Carl, Procurist, Hoheweide 5, ✉ 19 bbox=[454, 760, 650, 772]
directory-entry: — Ludwig, Zimmerer, Hammerbrookstrasse 62, ✉ 15 bbox=[782, 675, 1057, 687]
directory-entry: — Wwe., E., Goethestr. 38, No. 9, ✉ 21 bbox=[142, 688, 343, 700]
